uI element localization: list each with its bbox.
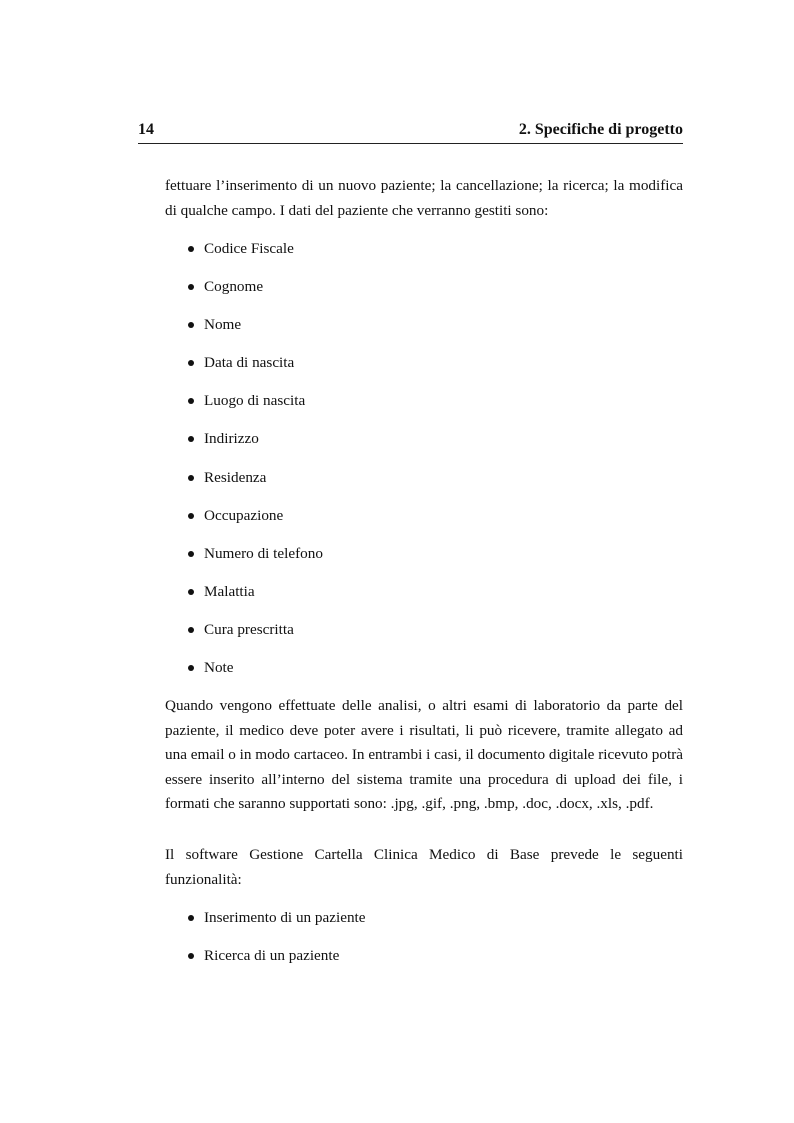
list-item <box>188 542 323 580</box>
list-item-text: Codice Fiscale <box>204 240 294 257</box>
chapter-title: 2. Specifiche di progetto <box>518 121 683 138</box>
bullet-icon <box>188 398 194 404</box>
list-item <box>188 656 323 694</box>
list-item-text: Indirizzo <box>204 430 259 448</box>
list-item <box>188 580 323 618</box>
intro-paragraph: fettuare l’inserimento di un nuovo paziente; la cancellazione; la ricerca; la modifica di qualche campo. I dati del paziente che verranno gestiti sono: <box>165 177 683 219</box>
bullet-icon <box>188 665 194 671</box>
page-header <box>138 121 683 144</box>
bullet-icon <box>188 436 194 442</box>
list-item-text: Malattia <box>204 582 255 600</box>
page-number: 14 <box>138 121 154 138</box>
bullet-icon <box>188 953 194 959</box>
list-item <box>188 906 366 944</box>
list-item <box>188 237 323 275</box>
list-item-text: Occupazione <box>204 506 284 524</box>
list-item <box>188 389 323 427</box>
list-item-text: Cognome <box>204 278 264 296</box>
list-item-text: Numero di telefono <box>204 544 323 562</box>
list-item <box>188 313 323 351</box>
bullet-icon <box>188 475 194 481</box>
bullet-icon <box>188 360 194 366</box>
list-item <box>188 275 323 313</box>
features-intro-paragraph: Il software Gestione Cartella Clinica Medico di Base prevede le seguenti funzionalità: <box>165 846 683 888</box>
list-item-text: Note <box>204 659 234 677</box>
list-item <box>188 466 323 504</box>
list-item-text: Data di nascita <box>204 354 295 372</box>
patient-fields-list <box>188 237 323 694</box>
list-item-text: Nome <box>204 316 242 334</box>
bullet-icon <box>188 513 194 519</box>
list-item <box>188 944 366 982</box>
bullet-icon <box>188 627 194 633</box>
bullet-icon <box>188 246 194 252</box>
list-item-text: Cura prescritta <box>204 620 294 638</box>
list-item-text: Luogo di nascita <box>204 392 306 410</box>
list-item <box>188 504 323 542</box>
list-item-text: Ricerca di un paziente <box>204 947 340 965</box>
list-item <box>188 427 323 465</box>
list-item-text: Inserimento di un paziente <box>204 909 366 926</box>
bullet-icon <box>188 322 194 328</box>
bullet-icon <box>188 284 194 290</box>
bullet-icon <box>188 551 194 557</box>
list-item <box>188 618 323 656</box>
bullet-icon <box>188 589 194 595</box>
analysis-paragraph: Quando vengono effettuate delle analisi, o altri esami di laboratorio da parte del paziente, il medico deve poter avere i risultati, li può ricevere, tramite allegato ad una email o in modo cartaceo. In entrambi i casi, il documento digitale ricevuto potrà essere inserito all’interno del sistema tramite una procedura di upload dei file, i formati che saranno supportati sono: .jpg, .gif, .png, .bmp, .doc, .docx, .xls, .pdf. <box>165 697 683 812</box>
features-list <box>188 906 366 982</box>
bullet-icon <box>188 915 194 921</box>
list-item-text: Residenza <box>204 468 267 486</box>
list-item <box>188 351 323 389</box>
